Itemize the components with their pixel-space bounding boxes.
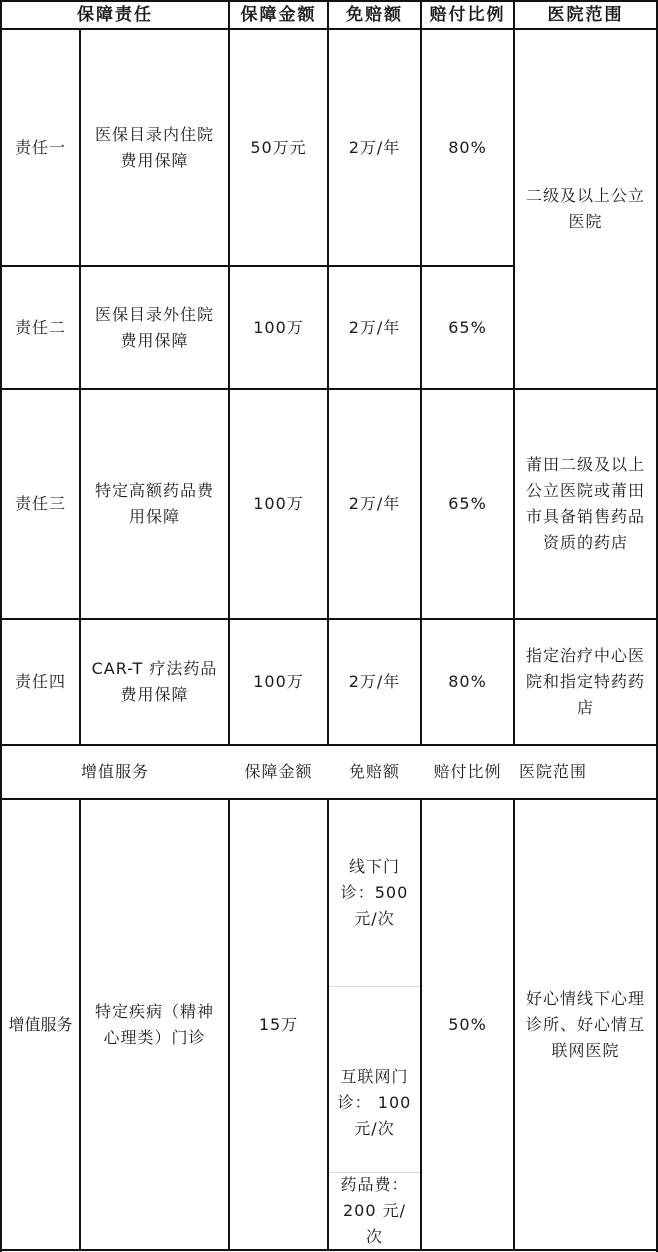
service-header-hospital: 医院范围 — [519, 762, 588, 781]
row-2-amount: 100万 — [253, 317, 304, 337]
row-4-name: 责任四 — [14, 672, 66, 691]
service-desc: 特定疾病（精神心理类）门诊 — [94, 1001, 214, 1047]
row-2-ratio: 65% — [448, 317, 487, 337]
service-deductible-drug: 药品费：200 元/次 — [340, 1175, 409, 1246]
row-3-ratio: 65% — [448, 494, 487, 513]
row-3-desc: 特定高额药品费用保障 — [94, 481, 214, 526]
row-4-hospital: 指定治疗中心医院和指定特药药店 — [525, 646, 645, 717]
row-1-deductible: 2万/年 — [348, 137, 401, 157]
service-header-name: 增值服务 — [80, 762, 149, 781]
header-deductible: 免赔额 — [346, 5, 403, 25]
row-3-hospital: 莆田二级及以上公立医院或莆田市具备销售药品资质的药店 — [525, 455, 645, 552]
header-amount: 保障金额 — [240, 5, 317, 25]
service-header-amount: 保障金额 — [244, 762, 313, 781]
service-header-ratio: 赔付比例 — [433, 762, 502, 781]
service-header-deductible: 免赔额 — [348, 762, 400, 781]
row-1-2-hospital: 二级及以上公立医院 — [525, 186, 645, 231]
service-deductible-online: 互联网门诊： 100 元/次 — [337, 1067, 412, 1138]
row-2-name: 责任二 — [14, 317, 66, 337]
header-responsibility: 保障责任 — [77, 5, 153, 25]
service-name: 增值服务 — [8, 1014, 73, 1034]
row-4-deductible: 2万/年 — [348, 672, 401, 691]
service-deductible-offline: 线下门诊：500 元/次 — [340, 857, 409, 928]
row-1-desc: 医保目录内住院费用保障 — [94, 124, 214, 170]
row-1-ratio: 80% — [448, 137, 487, 157]
row-2-deductible: 2万/年 — [348, 317, 401, 337]
service-ratio: 50% — [448, 1014, 487, 1034]
service-amount: 15万 — [258, 1014, 299, 1034]
row-4-desc: CAR-T 疗法药品费用保障 — [91, 659, 218, 704]
row-3-name: 责任三 — [14, 494, 66, 513]
row-4-ratio: 80% — [448, 672, 487, 691]
row-2-desc: 医保目录外住院费用保障 — [94, 304, 214, 350]
rule-bottom — [0, 1249, 658, 1251]
header-ratio: 赔付比例 — [429, 5, 506, 25]
row-1-amount: 50万元 — [250, 137, 307, 157]
row-3-amount: 100万 — [253, 494, 304, 513]
service-hospital: 好心情线下心理诊所、好心情互联网医院 — [525, 988, 645, 1060]
row-1-name: 责任一 — [14, 137, 66, 157]
row-3-deductible: 2万/年 — [348, 494, 401, 513]
header-hospital: 医院范围 — [547, 5, 624, 25]
row-4-amount: 100万 — [253, 672, 304, 691]
